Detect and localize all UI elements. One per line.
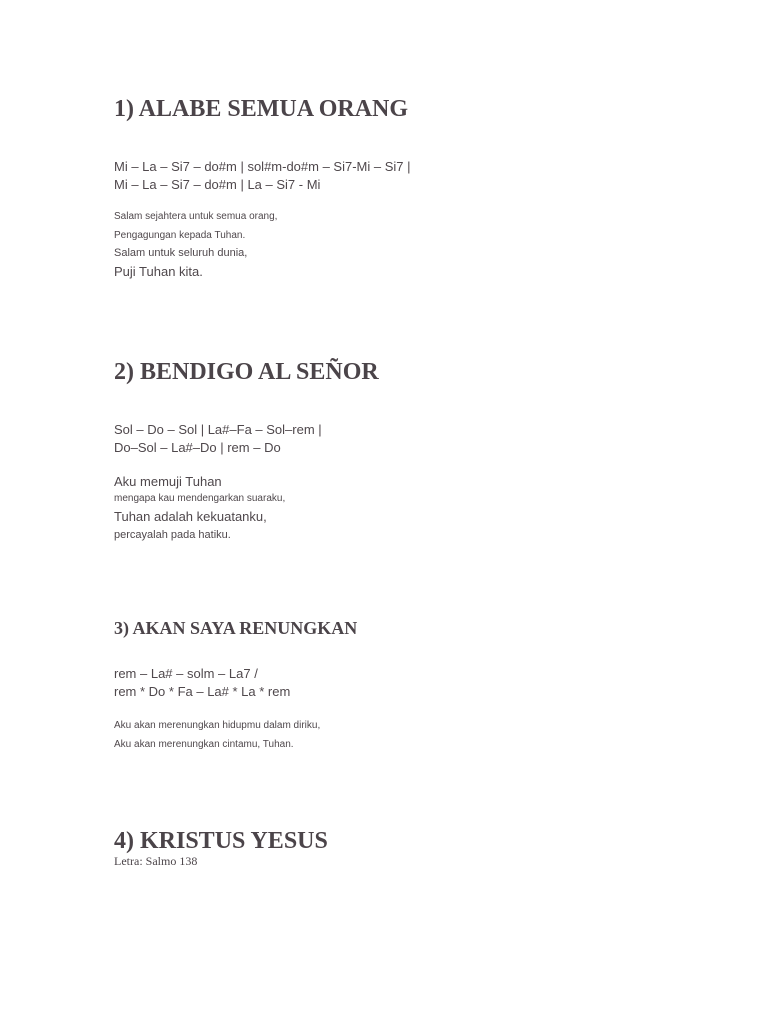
lyric-line: Salam untuk seluruh dunia, [114, 247, 248, 259]
chord-line: Sol – Do – Sol | La#–Fa – Sol–rem | [114, 422, 322, 437]
chord-block [114, 421, 734, 457]
chord-line: rem – La# – solm – La7 / [114, 666, 258, 681]
song-section-3 [114, 619, 734, 639]
lyric-line: Salam sejahtera untuk semua orang, [114, 211, 278, 222]
lyrics-block [114, 207, 734, 281]
chord-line: Mi – La – Si7 – do#m | sol#m-do#m – Si7-Mi – Si7 | [114, 159, 411, 174]
lyric-line: Aku memuji Tuhan [114, 474, 222, 489]
chord-block [114, 158, 734, 194]
chord-line: Mi – La – Si7 – do#m | La – Si7 - Mi [114, 177, 321, 192]
lyric-line: Aku akan merenungkan hidupmu dalam diriku, [114, 720, 321, 731]
lyric-line: mengapa kau mendengarkan suaraku, [114, 493, 286, 504]
lyrics-block [114, 716, 734, 754]
chord-block [114, 665, 734, 701]
song-title: 4) KRISTUS YESUS [114, 828, 328, 854]
song-title: 1) ALABE SEMUA ORANG [114, 96, 409, 122]
chord-line: Do–Sol – La#–Do | rem – Do [114, 440, 281, 455]
lyric-line: Pengagungan kepada Tuhan. [114, 230, 246, 241]
song-title: 3) AKAN SAYA RENUNGKAN [114, 618, 358, 638]
song-section-4 [114, 828, 734, 869]
song-section-2 [114, 359, 734, 385]
lyric-line: Tuhan adalah kekuatanku, [114, 509, 267, 524]
lyric-line: Aku akan merenungkan cintamu, Tuhan. [114, 739, 294, 750]
song-subtitle: Letra: Salmo 138 [114, 854, 198, 869]
song-title: 2) BENDIGO AL SEÑOR [114, 359, 379, 385]
song-section-1 [114, 96, 734, 122]
lyric-line: percayalah pada hatiku. [114, 529, 231, 541]
lyric-line: Puji Tuhan kita. [114, 264, 203, 279]
chord-line: rem * Do * Fa – La# * La * rem [114, 684, 291, 699]
lyrics-block [114, 473, 734, 543]
